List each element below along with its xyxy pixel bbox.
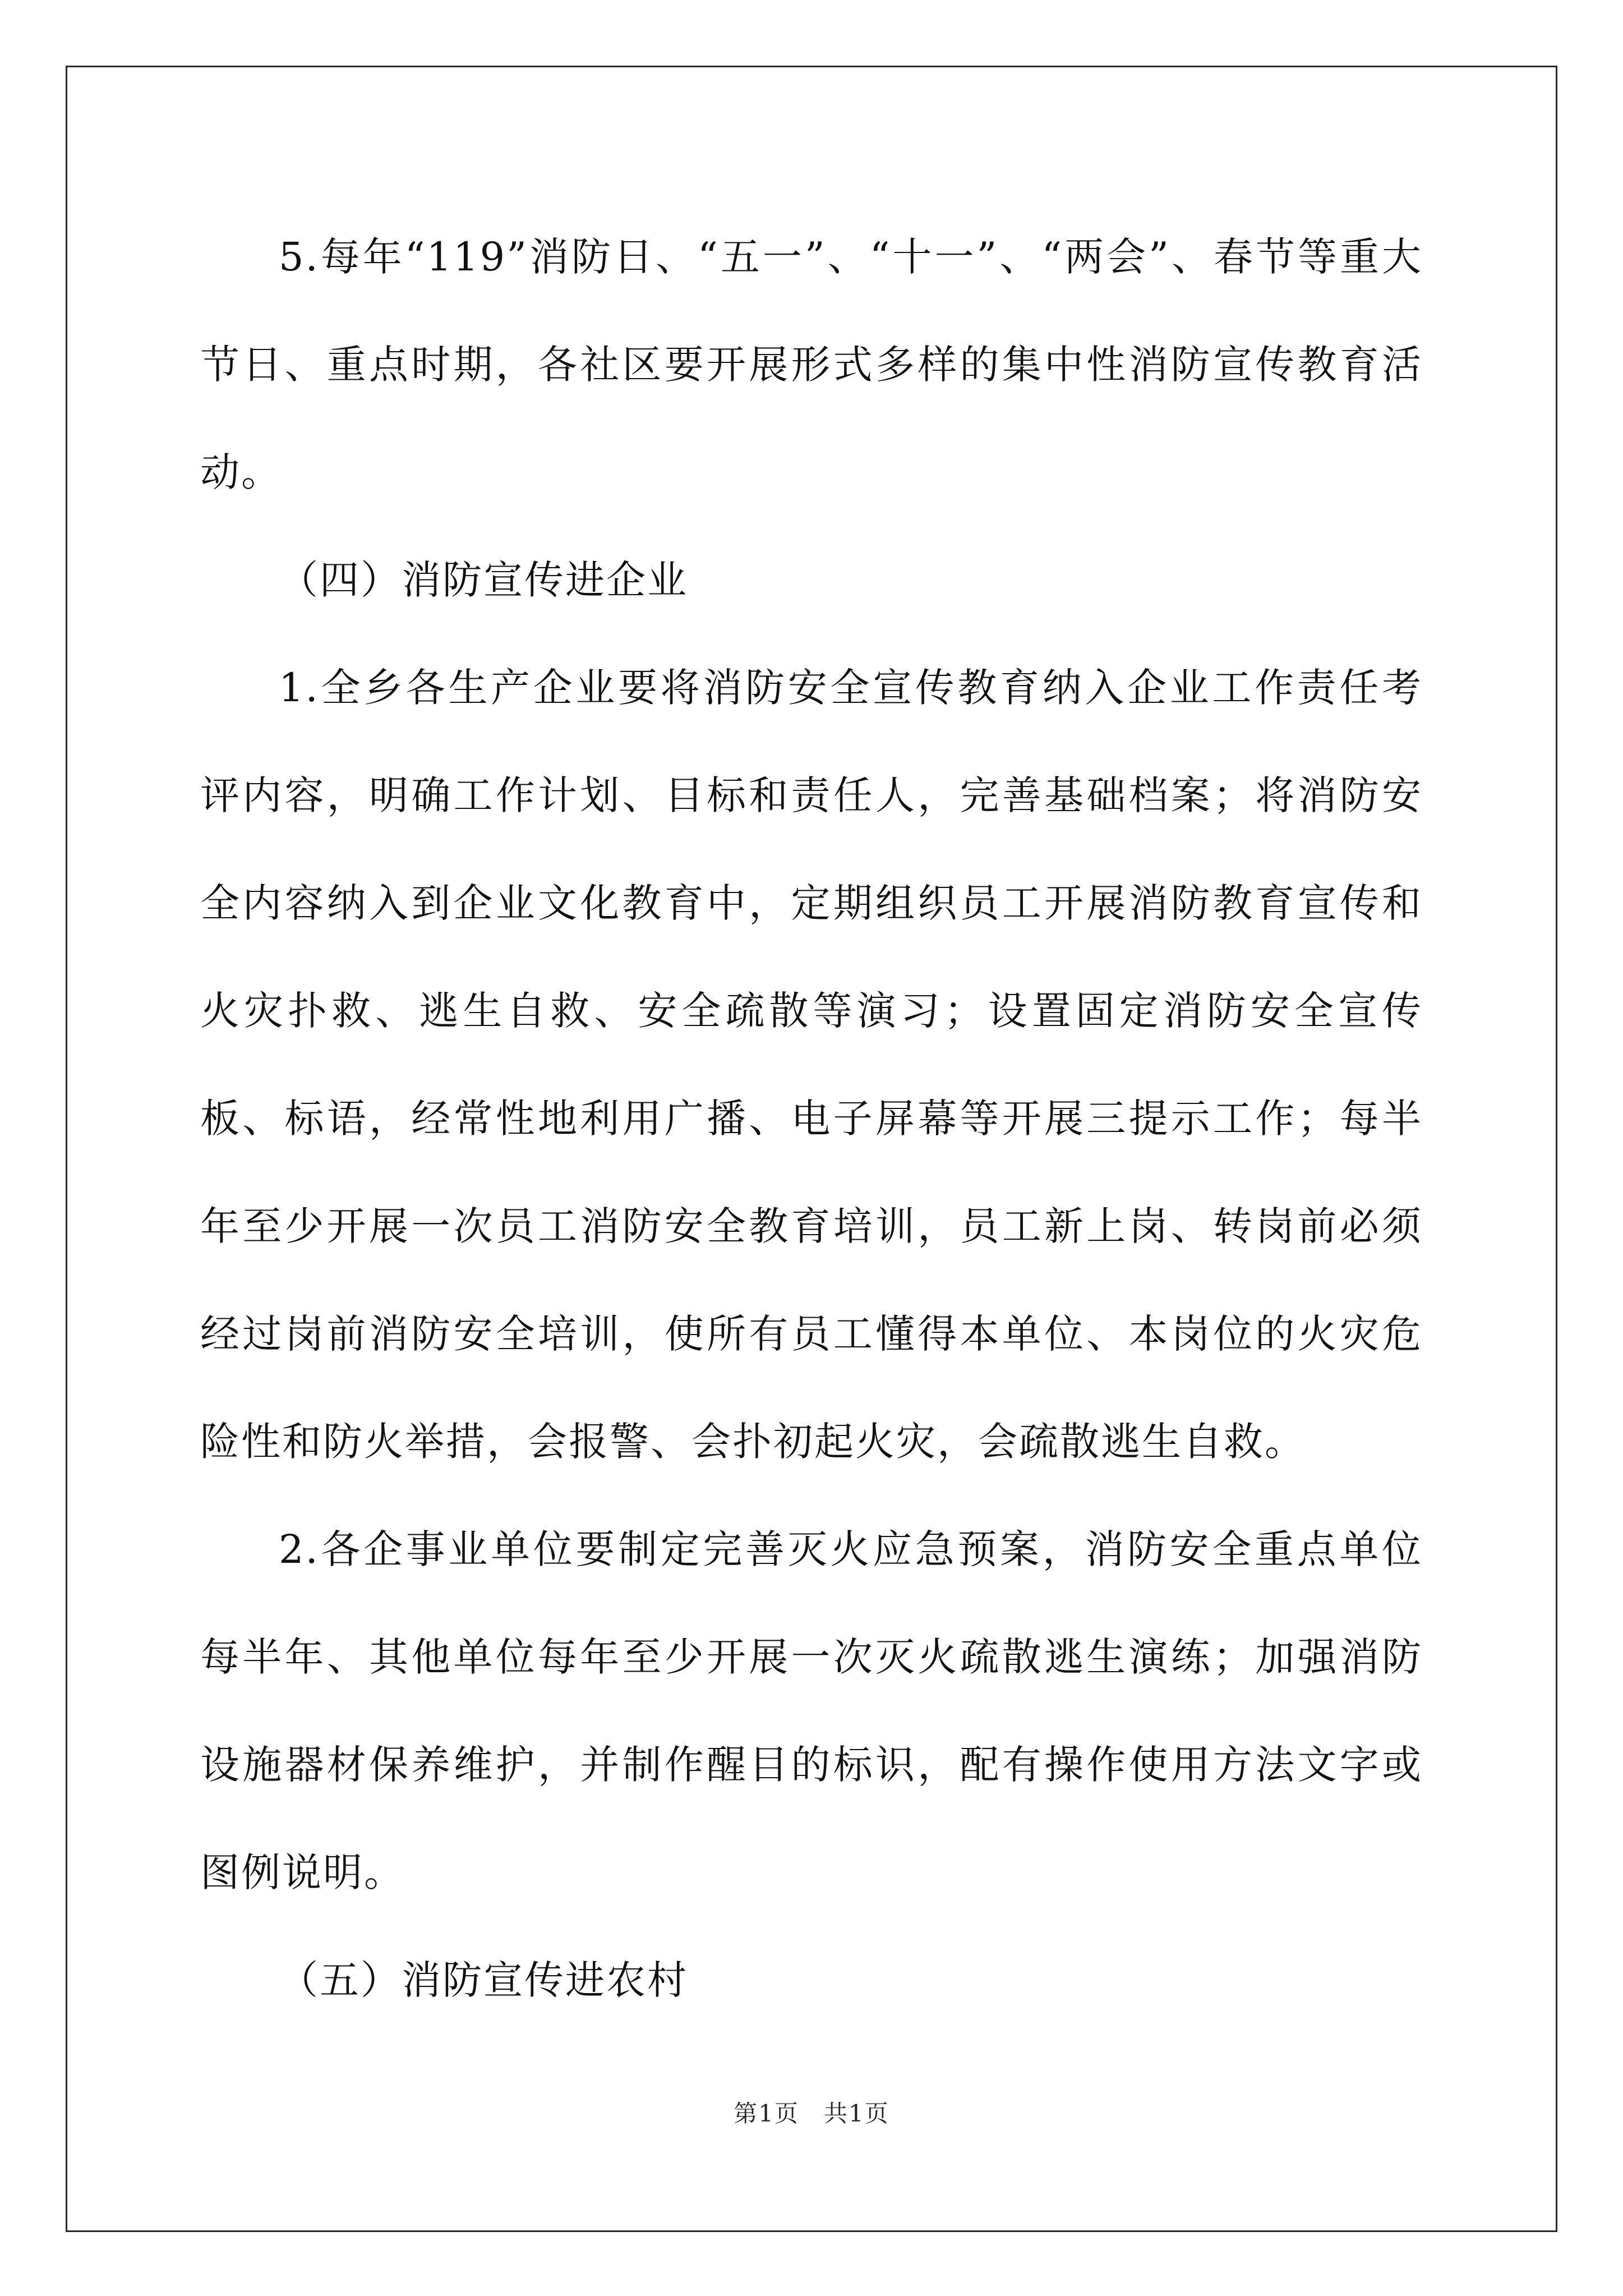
section-heading-rural: （五）消防宣传进农村 xyxy=(279,1957,688,2003)
paragraph-1-enterprise-education: 1.全乡各生产企业要将消防安全宣传教育纳入企业工作责任考评内容，明确工作计划、目标和责任人，完善基础档案；将消防安全内容纳入到企业文化教育中，定期组织员工开展消防教育宣传和火灾扑救、逃生自救、安全疏散等演习；设置固定消防安全宣传板、标语，经常性地利用广播、电子屏幕等开展三提示工作；每半年至少开展一次员工消防安全教育培训，员工新上岗、转岗前必须经过岗前消防安全培训，使所有员工懂得本单位、本岗位的火灾危险性和防火举措，会报警、会扑初起火灾，会疏散逃生自救。 xyxy=(200,665,1423,1465)
page-footer: 第1页 共1页 xyxy=(734,2100,889,2127)
document-body xyxy=(200,203,1423,2034)
paragraph-2-emergency-plans: 2.各企事业单位要制定完善灭火应急预案，消防安全重点单位每半年、其他单位每年至少开展一次灭火疏散逃生演练；加强消防设施器材保养维护，并制作醒目的标识，配有操作使用方法文字或图例说明。 xyxy=(200,1526,1423,1895)
section-heading-enterprise: （四）消防宣传进企业 xyxy=(279,557,688,603)
paragraph-5-festival-activities: 5.每年“119”消防日、“五一”、“十一”、“两会”、春节等重大节日、重点时期，各社区要开展形式多样的集中性消防宣传教育活动。 xyxy=(200,234,1423,495)
